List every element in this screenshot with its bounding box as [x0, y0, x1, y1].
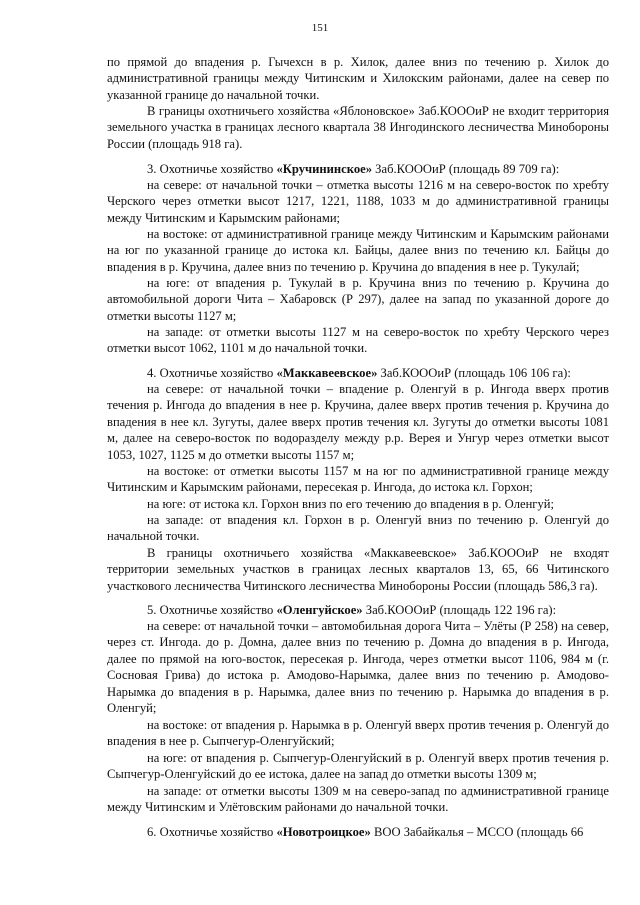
section-4-heading [107, 365, 609, 381]
section-3-south: на юге: от впадения р. Тукулай в р. Кручина вниз по течению р. Кручина до автомобильной дороги Чита – Хабаровск (Р 297), далее на запад по указанной дороге до отметки высоты 1127 м; [107, 276, 609, 323]
section-4-prefix: 4. Охотничье хозяйство [147, 366, 277, 380]
section-5-prefix: 5. Охотничье хозяйство [147, 603, 277, 617]
section-3-name: «Кручининское» [276, 162, 373, 176]
section-4-west: на западе: от впадения кл. Горхон в р. Оленгуй вниз по течению р. Оленгуй до начальной точки. [107, 513, 609, 544]
section-4-north: на севере: от начальной точки – впадение р. Оленгуй в р. Ингода вверх против течения р. Ингода до впадения в нее р. Кручина, далее вверх против течения р. Кручина до впадения в нее кл. Зугуты, далее вверх против течения кл. Зугуты до отметки высоты 1081 м, далее на северо-восток по водоразделу между р.р. Верея и Унгур через отметки высот 1053, 1027, 1125 м до отметки высоты 1157 м; [107, 382, 609, 462]
section-5-north: на севере: от начальной точки – автомобильная дорога Чита – Улёты (Р 258) на север, через ст. Ингода. до р. Домна, далее вниз по течению р. Домна до впадения в р. Ингода, далее по прямой на юго-восток, пересекая р. Ингода, через отметки высот 1106, 984 м (г. Сосновая Грива) до истока р. Амодово-Нарымка, далее вниз по течению р. Амодово-Нарымка до впадения в р. Нарымка, далее вниз по течению р. Нарымка до впадения в р. Оленгуй; [107, 619, 609, 716]
section-4-suffix: Заб.КОООиР (площадь 106 106 га): [377, 366, 571, 380]
section-3-suffix: Заб.КОООиР (площадь 89 709 га): [372, 162, 560, 176]
section-5-suffix: Заб.КОООиР (площадь 122 196 га): [362, 603, 557, 617]
section-3-west: на западе: от отметки высоты 1127 м на северо-восток по хребту Черского через отметки высот 1062, 1101 м до начальной точки. [107, 325, 609, 356]
section-5-name: «Оленгуйское» [276, 603, 363, 617]
paragraph-1: по прямой до впадения р. Гычехсн в р. Хилок, далее вниз по течению р. Хилок до административной границы между Читинским и Хилокским районами, далее на север по указанной границе до начальной точки. [107, 55, 609, 102]
section-4-east: на востоке: от отметки высоты 1157 м на юг по административной границе между Читинским и Карымским районами, пересекая р. Ингода, до истока кл. Горхон; [107, 464, 609, 495]
section-5-west: на западе: от отметки высоты 1309 м на северо-запад по административной границе между Читинским и Улётовским районами до начальной точки. [107, 784, 609, 815]
section-5-heading [107, 602, 609, 618]
section-6-suffix: ВОО Забайкалья – МССО (площадь 66 [370, 825, 584, 839]
section-4-south: на юге: от истока кл. Горхон вниз по его течению до впадения в р. Оленгуй; [147, 497, 555, 511]
paragraph-2: В границы охотничьего хозяйства «Яблоновское» Заб.КОООиР не входит территория земельного участка в границах лесного квартала 38 Ингодинского лесничества Минобороны России (площадь 918 га). [107, 104, 609, 151]
section-4-exclusion: В границы охотничьего хозяйства «Маккавеевское» Заб.КОООиР не входят территории земельных участков в границах лесных кварталов 13, 65, 66 Читинского участкового лесничества Читинского лесничества Минобороны России (площадь 586,3 га). [107, 546, 609, 593]
section-6-heading [107, 824, 609, 840]
section-6-prefix: 6. Охотничье хозяйство [147, 825, 277, 839]
section-3-prefix: 3. Охотничье хозяйство [147, 162, 277, 176]
section-3-heading [107, 161, 609, 177]
section-3-east: на востоке: от административной границе между Читинским и Карымским районами на юг по указанной границе до истока кл. Байцы, далее вниз по течению кл. Байцы до впадения в р. Кручина, далее вниз по течению р. Кручина до впадения в нее р. Тукулай; [107, 227, 609, 274]
section-5-east: на востоке: от впадения р. Нарымка в р. Оленгуй вверх против течения р. Оленгуй до впадения в нее р. Сыпчегур-Оленгуйский; [107, 718, 609, 749]
section-5-south: на юге: от впадения р. Сыпчегур-Оленгуйский в р. Оленгуй вверх против течения р. Сыпчегур-Оленгуйский до ее истока, далее на запад до отметки высоты 1309 м; [107, 751, 609, 782]
section-3-north: на севере: от начальной точки – отметка высоты 1216 м на северо-восток по хребту Черского через отметки высот 1217, 1221, 1188, 1033 м до административной границы между Читинским и Карымским районами; [107, 178, 609, 225]
page-number: 151 [311, 22, 329, 34]
section-4-name: «Маккавеевское» [276, 366, 378, 380]
section-6-name: «Новотроицкое» [276, 825, 371, 839]
